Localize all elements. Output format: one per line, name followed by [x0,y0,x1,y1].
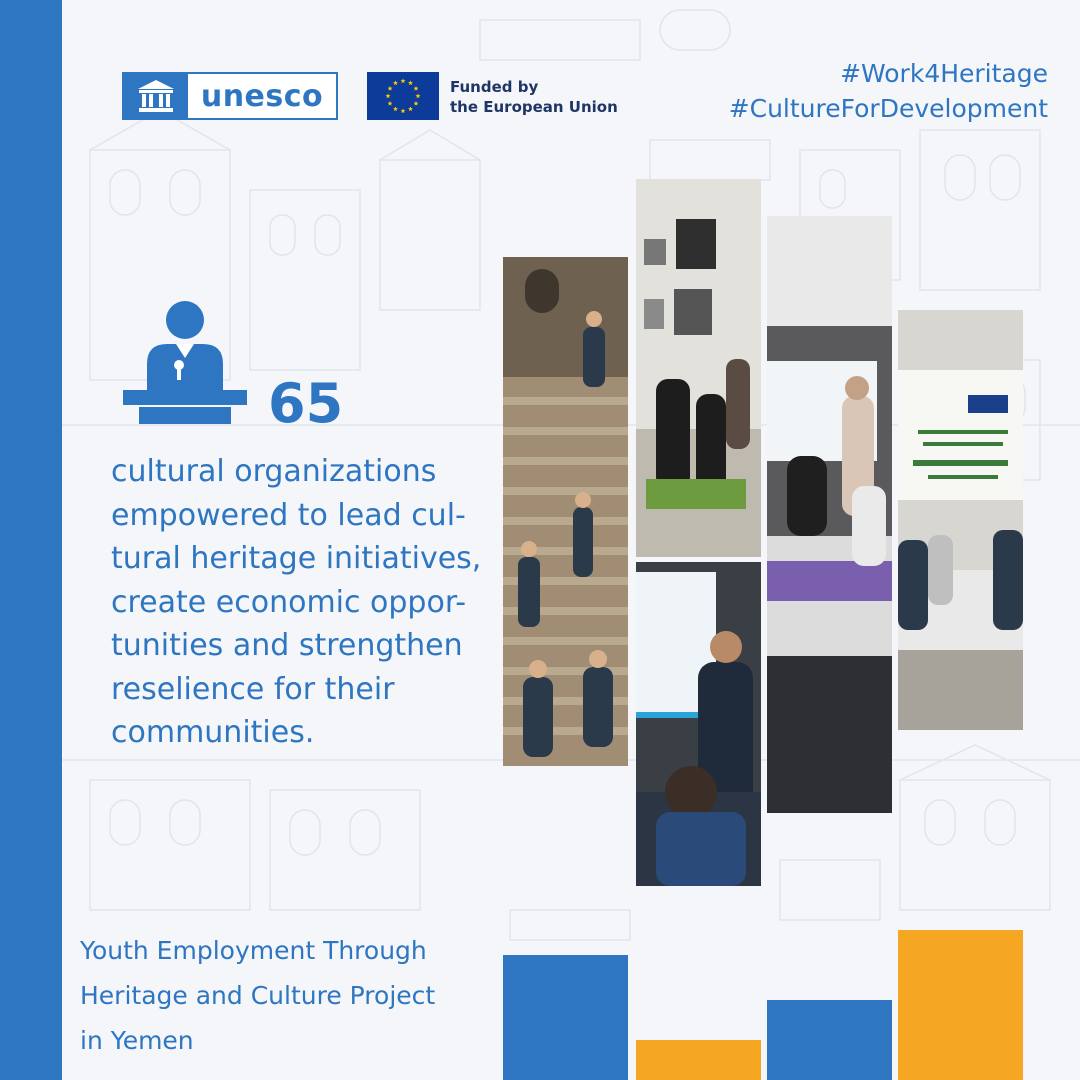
eu-star [386,93,391,98]
stat-description-line: empowered to lead cul- [111,497,466,533]
decorative-bar-blue-2 [767,1000,892,1080]
hashtag-culturefordevelopment: #CultureForDevelopment [728,94,1048,123]
workshop-under-smeps-banner-photo [898,310,1023,730]
unesco-logo [122,72,338,120]
project-title-line: Youth Employment Through [80,936,427,965]
eu-star [388,86,393,91]
eu-star [414,101,419,106]
stat-description-line: tunities and strengthen [111,628,463,663]
eu-star [401,108,406,113]
eu-star [408,106,413,111]
stat-description-line: create economic oppor- [111,584,467,620]
stat-description [111,450,491,755]
eu-star [401,78,406,83]
hashtags [729,56,1048,126]
eu-star [393,106,398,111]
eu-star [393,80,398,85]
project-title-line: in Yemen [80,1026,194,1055]
unesco-logo-text: unesco [200,78,324,114]
speaker-podium-icon [121,298,249,426]
decorative-bar-orange-1 [636,1040,761,1080]
eu-funding-text [450,77,618,117]
workshop-photo-exhibition-room-photo [636,179,761,557]
eu-flag-icon [367,72,439,120]
woman-presenting-at-screen-photo [767,216,892,813]
stat-description-line: communities. [111,715,315,750]
eu-star [388,101,393,106]
eu-star [416,93,421,98]
stat-description-line: reselience for their [111,671,395,707]
decorative-bar-blue-1 [503,955,628,1080]
presenter-speaking-to-audience-photo [636,562,761,886]
eu-star [408,80,413,85]
left-accent-bar [0,0,62,1080]
people-climbing-stone-stairs-photo [503,257,628,766]
stat-description-line: tural heritage initiatives, [111,541,482,576]
decorative-bar-orange-2 [898,930,1023,1080]
eu-funding-line-1: Funded by [450,78,539,96]
eu-star [414,86,419,91]
project-title [80,928,435,1063]
stat-description-line: cultural organizations [111,454,437,489]
unesco-temple-icon [124,74,188,118]
stat-number: 65 [268,372,344,435]
eu-funding-line-2: the European Union [450,98,618,116]
project-title-line: Heritage and Culture Project [80,981,436,1010]
hashtag-work4heritage: #Work4Heritage [840,59,1048,88]
